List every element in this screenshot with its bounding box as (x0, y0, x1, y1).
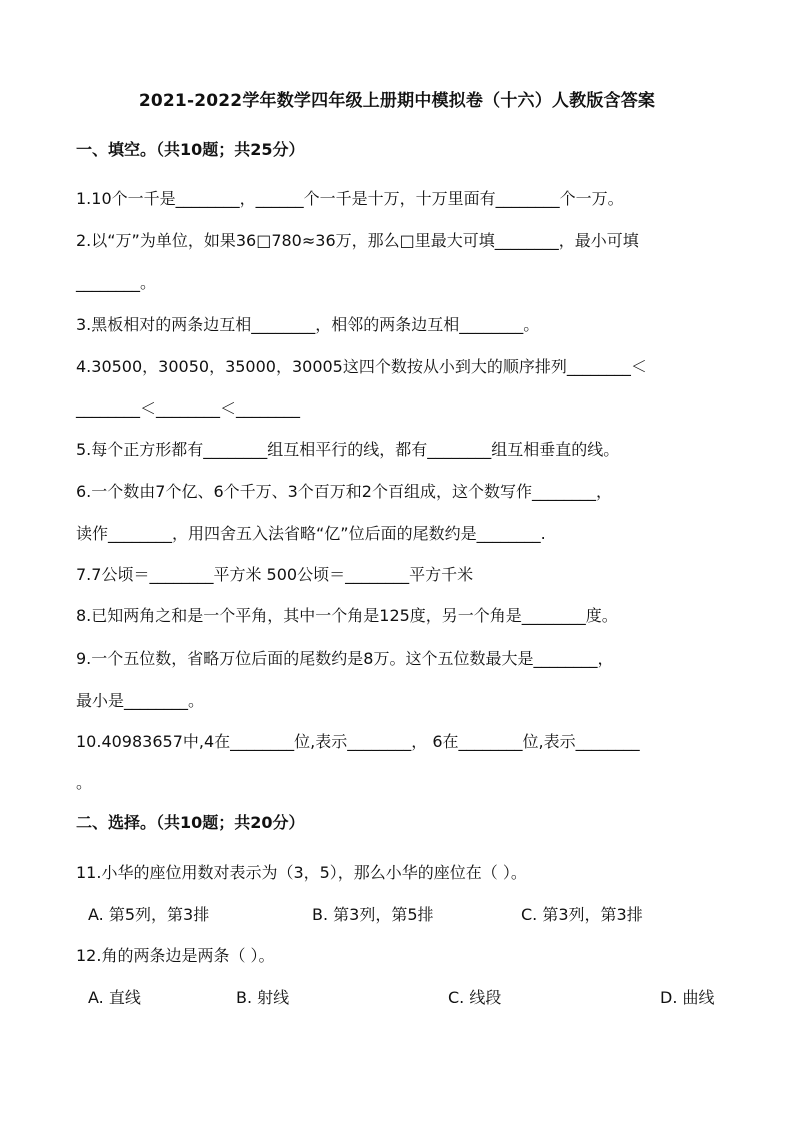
question-line: 3.黑板相对的两条边互相________，相邻的两条边互相________。 (76, 315, 540, 334)
option-a: A. 直线 (88, 988, 141, 1007)
page-title: 2021-2022学年数学四年级上册期中模拟卷（十六）人教版含答案 (138, 91, 656, 111)
question-line: 4.30500，30050，35000，30005这四个数按从小到大的顺序排列________＜ (76, 357, 647, 376)
section1-heading: 一、填空。（共10题；共25分） (76, 140, 305, 159)
option-d: D. 曲线 (660, 988, 715, 1007)
question-line: 6.一个数由7个亿、6个千万、3个百万和2个百组成，这个数写作________， (76, 482, 612, 501)
question-line: 5.每个正方形都有________组互相平行的线，都有________组互相垂直的线。 (76, 440, 620, 459)
question-line: ________。 (76, 273, 157, 292)
question-line: 读作________，用四舍五入法省略“亿”位后面的尾数约是________. (76, 524, 546, 543)
option-c: C. 第3列，第3排 (521, 905, 643, 924)
question-line: 最小是________。 (76, 691, 205, 710)
section2-heading: 二、选择。（共10题；共20分） (76, 813, 305, 832)
question-line: 2.以“万”为单位，如果36□780≈36万，那么□里最大可填________，最小可填 (76, 231, 639, 250)
question-line: 。 (76, 773, 93, 792)
question-12: 12.角的两条边是两条（ ）。 (76, 946, 275, 965)
question-line: 7.7公顷＝________平方米 500公顷＝________平方千米 (76, 565, 474, 584)
option-b: B. 第3列，第5排 (312, 905, 434, 924)
option-c: C. 线段 (448, 988, 502, 1007)
question-line: 9.一个五位数，省略万位后面的尾数约是8万。这个五位数最大是________， (76, 649, 614, 668)
option-b: B. 射线 (236, 988, 290, 1007)
question-line: 10.40983657中,4在________位,表示________， 6在________位,表示________ (76, 732, 640, 751)
question-line: 1.10个一千是________，______个一千是十万，十万里面有________个一万。 (76, 189, 624, 208)
option-a: A. 第5列，第3排 (88, 905, 210, 924)
question-line: 8.已知两角之和是一个平角，其中一个角是125度，另一个角是________度。 (76, 606, 618, 625)
question-11: 11.小华的座位用数对表示为（3，5），那么小华的座位在（ ）。 (76, 863, 527, 882)
question-line: ________＜________＜________ (76, 399, 301, 418)
